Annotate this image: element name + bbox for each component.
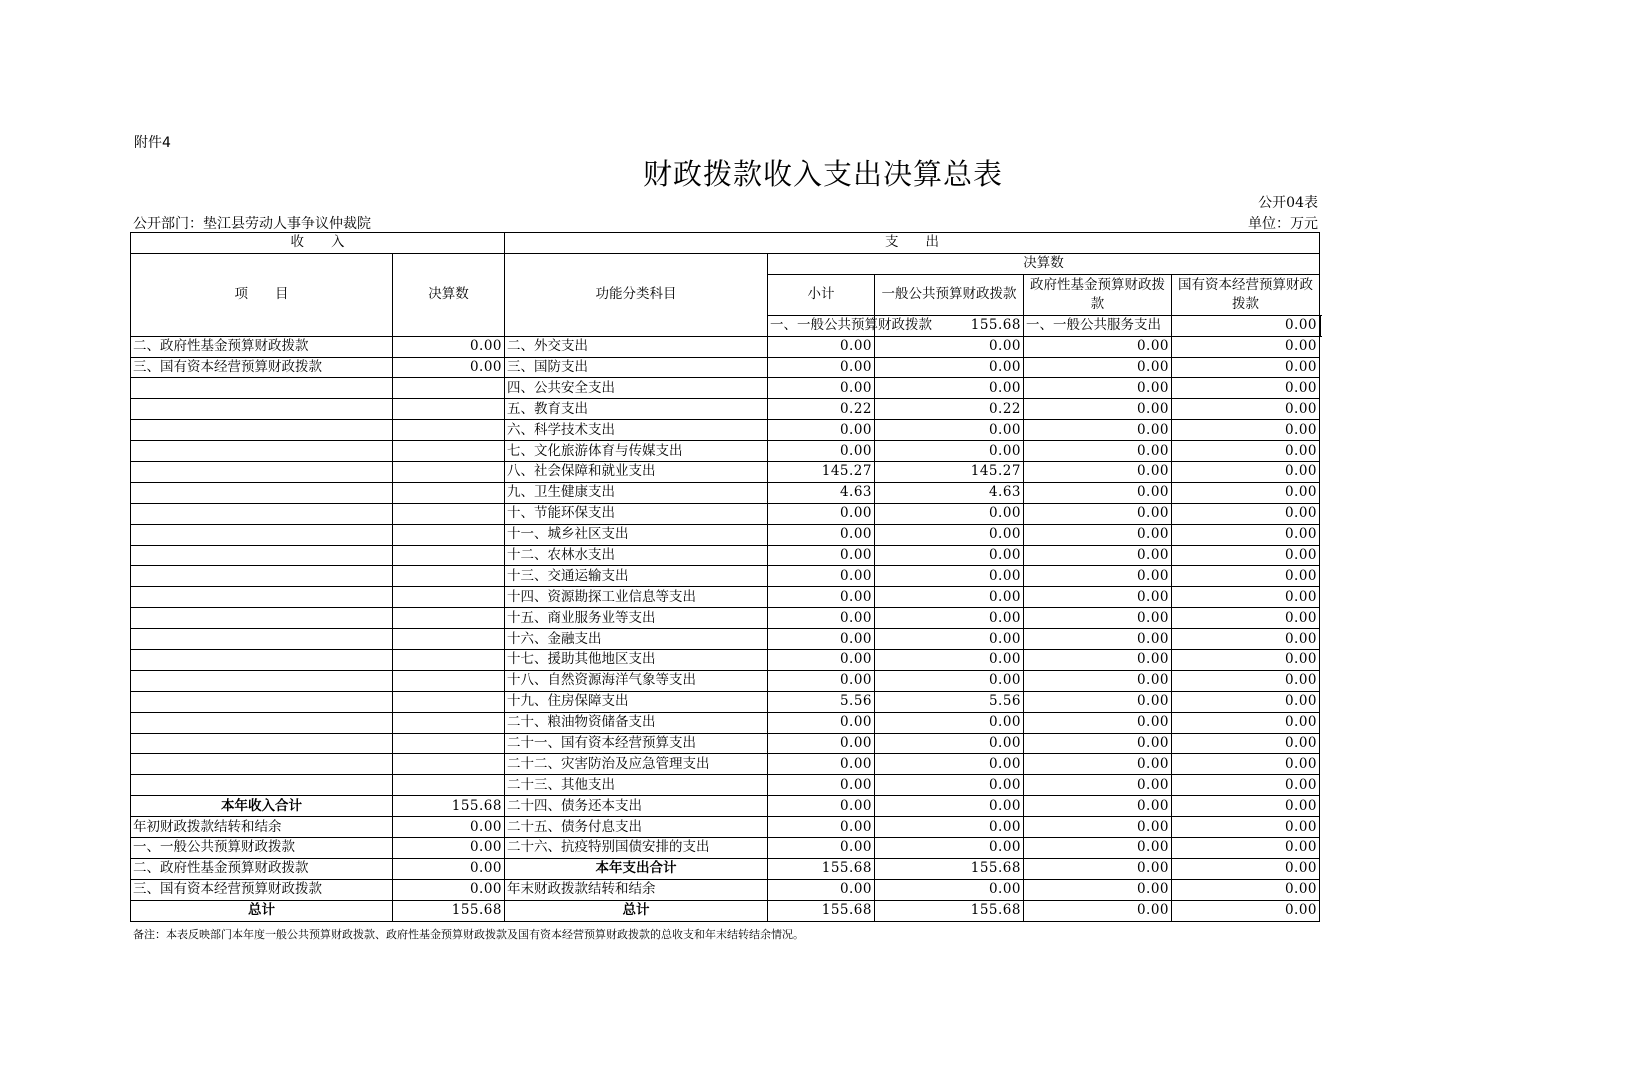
state-capital-cell: 0.00 bbox=[1172, 858, 1320, 879]
table-row bbox=[131, 441, 1321, 462]
table-row bbox=[131, 399, 1321, 420]
income-item-cell bbox=[131, 524, 393, 545]
table-row bbox=[131, 587, 1321, 608]
general-budget-cell: 0.00 bbox=[875, 378, 1024, 399]
expense-item-cell: 二、外交支出 bbox=[505, 336, 768, 357]
state-capital-cell: 0.00 bbox=[1172, 900, 1320, 921]
subtotal-cell: 0.00 bbox=[768, 587, 875, 608]
income-header: 收 入 bbox=[131, 233, 505, 254]
table-row bbox=[131, 838, 1321, 859]
state-capital-header: 国有资本经营预算财政拨款 bbox=[1172, 274, 1320, 315]
expense-item-cell: 年末财政拨款结转和结余 bbox=[505, 879, 768, 900]
table-row bbox=[131, 796, 1321, 817]
income-amount-cell bbox=[393, 545, 505, 566]
expense-item-cell: 八、社会保障和就业支出 bbox=[505, 462, 768, 483]
state-capital-cell: 0.00 bbox=[1172, 670, 1320, 691]
state-capital-cell: 0.00 bbox=[1172, 462, 1320, 483]
table-row bbox=[131, 566, 1321, 587]
gov-fund-cell: 0.00 bbox=[1024, 754, 1172, 775]
item-header: 项 目 bbox=[131, 253, 393, 336]
state-capital-cell: 0.00 bbox=[1172, 336, 1320, 357]
subtotal-cell: 0.00 bbox=[768, 503, 875, 524]
general-budget-cell: 0.00 bbox=[875, 712, 1024, 733]
subtotal-cell: 0.00 bbox=[768, 441, 875, 462]
subtotal-header: 小计 bbox=[768, 274, 875, 315]
subtotal-cell: 0.00 bbox=[768, 796, 875, 817]
footnote: 备注：本表反映部门本年度一般公共预算财政拨款、政府性基金预算财政拨款及国有资本经营预算财政拨款的总收支和年末结转结余情况。 bbox=[133, 928, 804, 941]
subtotal-cell: 0.00 bbox=[768, 879, 875, 900]
table-row bbox=[131, 691, 1321, 712]
subtotal-cell: 0.00 bbox=[768, 566, 875, 587]
income-amount-cell: 155.68 bbox=[393, 796, 505, 817]
expense-item-cell: 一、一般公共服务支出 bbox=[1024, 315, 1172, 336]
expense-item-cell: 本年支出合计 bbox=[505, 858, 768, 879]
state-capital-cell: 0.00 bbox=[1172, 629, 1320, 650]
income-amount-cell bbox=[393, 691, 505, 712]
income-item-cell bbox=[131, 420, 393, 441]
table-row bbox=[131, 524, 1321, 545]
table-row bbox=[131, 629, 1321, 650]
gov-fund-cell: 0.00 bbox=[1024, 650, 1172, 671]
income-amount-cell bbox=[393, 482, 505, 503]
general-budget-cell: 5.56 bbox=[875, 691, 1024, 712]
attachment-label: 附件4 bbox=[134, 135, 171, 151]
subtotal-cell: 0.00 bbox=[768, 733, 875, 754]
income-item-cell: 总计 bbox=[131, 900, 393, 921]
income-item-cell bbox=[131, 733, 393, 754]
income-item-cell bbox=[131, 775, 393, 796]
gov-fund-cell: 0.00 bbox=[1024, 357, 1172, 378]
expense-item-cell: 二十二、灾害防治及应急管理支出 bbox=[505, 754, 768, 775]
income-item-cell: 一、一般公共预算财政拨款 bbox=[131, 838, 393, 859]
expense-item-cell: 十八、自然资源海洋气象等支出 bbox=[505, 670, 768, 691]
table-row bbox=[131, 900, 1321, 921]
income-amount-cell: 0.00 bbox=[393, 357, 505, 378]
table-row bbox=[131, 462, 1321, 483]
income-amount-cell: 0.00 bbox=[393, 838, 505, 859]
subtotal-cell: 0.22 bbox=[768, 399, 875, 420]
gov-fund-cell: 0.00 bbox=[1024, 587, 1172, 608]
gov-fund-cell: 0.00 bbox=[1024, 775, 1172, 796]
subtotal-cell: 0.00 bbox=[768, 817, 875, 838]
income-item-cell bbox=[131, 399, 393, 420]
income-item-cell bbox=[131, 378, 393, 399]
income-item-cell: 三、国有资本经营预算财政拨款 bbox=[131, 357, 393, 378]
subtotal-cell: 0.00 bbox=[768, 357, 875, 378]
table-row bbox=[131, 503, 1321, 524]
gov-fund-cell: 0.00 bbox=[1024, 608, 1172, 629]
table-row bbox=[131, 879, 1321, 900]
income-item-cell: 二、政府性基金预算财政拨款 bbox=[131, 858, 393, 879]
general-budget-cell: 0.00 bbox=[875, 441, 1024, 462]
gov-fund-cell: 0.00 bbox=[1024, 566, 1172, 587]
gov-fund-cell: 0.00 bbox=[1024, 900, 1172, 921]
state-capital-cell: 0.00 bbox=[1172, 587, 1320, 608]
gov-fund-cell: 0.00 bbox=[1024, 817, 1172, 838]
subtotal-cell: 4.63 bbox=[768, 482, 875, 503]
state-capital-cell: 0.00 bbox=[1172, 420, 1320, 441]
income-item-cell bbox=[131, 441, 393, 462]
gov-fund-cell: 0.00 bbox=[1024, 420, 1172, 441]
state-capital-cell: 0.00 bbox=[1172, 838, 1320, 859]
state-capital-cell: 0.00 bbox=[1172, 733, 1320, 754]
income-item-cell bbox=[131, 670, 393, 691]
income-amount-cell bbox=[393, 462, 505, 483]
income-amount-cell: 0.00 bbox=[393, 817, 505, 838]
table-row bbox=[131, 420, 1321, 441]
subtotal-cell: 155.68 bbox=[768, 858, 875, 879]
general-budget-cell: 0.00 bbox=[875, 733, 1024, 754]
gov-fund-cell: 0.00 bbox=[1024, 879, 1172, 900]
gov-fund-cell: 0.00 bbox=[1024, 629, 1172, 650]
subtotal-cell: 0.00 bbox=[768, 524, 875, 545]
expense-item-cell: 二十四、债务还本支出 bbox=[505, 796, 768, 817]
income-amount-cell bbox=[393, 608, 505, 629]
gov-fund-cell: 0.00 bbox=[1024, 503, 1172, 524]
income-amount-cell: 0.00 bbox=[393, 336, 505, 357]
gov-fund-cell: 0.00 bbox=[1024, 524, 1172, 545]
income-item-cell bbox=[131, 566, 393, 587]
table-row bbox=[131, 733, 1321, 754]
gov-fund-cell: 0.00 bbox=[1024, 796, 1172, 817]
state-capital-cell: 0.00 bbox=[1172, 482, 1320, 503]
general-budget-cell: 0.00 bbox=[875, 796, 1024, 817]
state-capital-cell: 0.00 bbox=[1172, 775, 1320, 796]
income-amount-cell bbox=[393, 378, 505, 399]
general-budget-cell: 4.63 bbox=[875, 482, 1024, 503]
income-item-cell bbox=[131, 712, 393, 733]
general-budget-cell: 0.22 bbox=[875, 399, 1024, 420]
gov-fund-cell: 0.00 bbox=[1024, 691, 1172, 712]
expense-item-cell: 十二、农林水支出 bbox=[505, 545, 768, 566]
expense-item-cell: 十六、金融支出 bbox=[505, 629, 768, 650]
expense-item-cell: 十五、商业服务业等支出 bbox=[505, 608, 768, 629]
table-row bbox=[131, 775, 1321, 796]
subtotal-cell: 5.56 bbox=[768, 691, 875, 712]
income-item-cell bbox=[131, 545, 393, 566]
subtotal-cell: 0.00 bbox=[768, 838, 875, 859]
form-code: 公开04表 bbox=[1258, 195, 1318, 211]
gov-fund-cell: 0.00 bbox=[1024, 733, 1172, 754]
general-budget-cell: 0.00 bbox=[875, 608, 1024, 629]
table-row bbox=[131, 608, 1321, 629]
subtotal-cell: 0.00 bbox=[768, 336, 875, 357]
state-capital-cell: 0.00 bbox=[1172, 650, 1320, 671]
state-capital-cell: 0.00 bbox=[1172, 357, 1320, 378]
expense-item-cell: 总计 bbox=[505, 900, 768, 921]
income-amount-cell bbox=[393, 650, 505, 671]
general-budget-cell: 145.27 bbox=[875, 462, 1024, 483]
expense-item-cell: 四、公共安全支出 bbox=[505, 378, 768, 399]
table-row bbox=[131, 712, 1321, 733]
general-budget-header: 一般公共预算财政拨款 bbox=[875, 274, 1024, 315]
table-row bbox=[131, 482, 1321, 503]
income-item-cell bbox=[131, 629, 393, 650]
general-budget-cell: 0.00 bbox=[875, 838, 1024, 859]
income-item-cell bbox=[131, 503, 393, 524]
expense-item-cell: 九、卫生健康支出 bbox=[505, 482, 768, 503]
income-amount-cell bbox=[393, 712, 505, 733]
gov-fund-cell: 0.00 bbox=[1024, 545, 1172, 566]
income-amount-cell bbox=[393, 420, 505, 441]
general-budget-cell: 0.00 bbox=[875, 357, 1024, 378]
expense-item-cell: 七、文化旅游体育与传媒支出 bbox=[505, 441, 768, 462]
state-capital-cell: 0.00 bbox=[1172, 796, 1320, 817]
table-row bbox=[131, 650, 1321, 671]
general-budget-cell: 0.00 bbox=[875, 629, 1024, 650]
gov-fund-cell: 0.00 bbox=[1024, 858, 1172, 879]
department-label: 公开部门：垫江县劳动人事争议仲裁院 bbox=[133, 216, 371, 232]
income-amount-cell bbox=[393, 754, 505, 775]
general-budget-cell: 0.00 bbox=[875, 817, 1024, 838]
table-row bbox=[131, 378, 1321, 399]
income-amount-cell: 155.68 bbox=[393, 900, 505, 921]
gov-fund-header: 政府性基金预算财政拨款 bbox=[1024, 274, 1172, 315]
income-amount-cell bbox=[393, 629, 505, 650]
state-capital-cell: 0.00 bbox=[1172, 712, 1320, 733]
subtotal-cell: 0.00 bbox=[768, 629, 875, 650]
table-row bbox=[131, 754, 1321, 775]
gov-fund-cell: 0.00 bbox=[1024, 399, 1172, 420]
table-row bbox=[131, 670, 1321, 691]
income-item-cell bbox=[131, 754, 393, 775]
income-amount-cell bbox=[393, 733, 505, 754]
income-amount-cell bbox=[393, 524, 505, 545]
expense-header: 支 出 bbox=[505, 233, 1320, 254]
expense-item-cell: 二十三、其他支出 bbox=[505, 775, 768, 796]
table-row bbox=[131, 357, 1321, 378]
state-capital-cell: 0.00 bbox=[1172, 399, 1320, 420]
state-capital-cell: 0.00 bbox=[1172, 503, 1320, 524]
income-item-cell bbox=[131, 462, 393, 483]
general-budget-cell: 0.00 bbox=[875, 420, 1024, 441]
income-amount-cell bbox=[393, 399, 505, 420]
subtotal-cell: 0.00 bbox=[768, 775, 875, 796]
state-capital-cell: 0.00 bbox=[1172, 879, 1320, 900]
income-item-cell: 年初财政拨款结转和结余 bbox=[131, 817, 393, 838]
general-budget-cell: 0.00 bbox=[875, 587, 1024, 608]
expense-item-cell: 二十六、抗疫特别国债安排的支出 bbox=[505, 838, 768, 859]
expense-item-cell: 十九、住房保障支出 bbox=[505, 691, 768, 712]
income-amount-cell: 0.00 bbox=[393, 879, 505, 900]
general-budget-cell: 0.00 bbox=[875, 545, 1024, 566]
general-budget-cell: 0.00 bbox=[875, 650, 1024, 671]
subtotal-cell: 0.00 bbox=[768, 420, 875, 441]
state-capital-cell: 0.00 bbox=[1172, 524, 1320, 545]
subtotal-cell: 0.00 bbox=[768, 650, 875, 671]
income-item-cell bbox=[131, 608, 393, 629]
general-budget-cell: 0.00 bbox=[875, 336, 1024, 357]
subtotal-cell: 155.68 bbox=[768, 900, 875, 921]
table-row bbox=[131, 545, 1321, 566]
income-amount-cell bbox=[393, 566, 505, 587]
expense-item-cell: 六、科学技术支出 bbox=[505, 420, 768, 441]
income-amount-cell: 0.00 bbox=[393, 858, 505, 879]
page-title: 财政拨款收入支出决算总表 bbox=[642, 157, 1003, 191]
state-capital-cell: 0.00 bbox=[1172, 378, 1320, 399]
table-row bbox=[131, 858, 1321, 879]
state-capital-cell: 0.00 bbox=[1172, 754, 1320, 775]
income-item-cell: 一、一般公共预算财政拨款 bbox=[768, 315, 875, 336]
expense-item-cell: 十、节能环保支出 bbox=[505, 503, 768, 524]
table-row bbox=[131, 817, 1321, 838]
income-item-cell bbox=[131, 587, 393, 608]
income-item-cell: 本年收入合计 bbox=[131, 796, 393, 817]
subtotal-cell: 0.00 bbox=[768, 378, 875, 399]
income-amount-cell bbox=[393, 775, 505, 796]
final-amount-header: 决算数 bbox=[768, 253, 1320, 274]
header-row-1 bbox=[131, 233, 1321, 254]
state-capital-cell: 0.00 bbox=[1172, 566, 1320, 587]
expense-item-cell: 五、教育支出 bbox=[505, 399, 768, 420]
budget-table bbox=[130, 232, 1321, 922]
income-amount-cell bbox=[393, 670, 505, 691]
state-capital-cell: 0.00 bbox=[1172, 817, 1320, 838]
general-budget-cell: 0.00 bbox=[875, 670, 1024, 691]
gov-fund-cell: 0.00 bbox=[1024, 482, 1172, 503]
state-capital-cell: 0.00 bbox=[1172, 545, 1320, 566]
gov-fund-cell: 0.00 bbox=[1024, 378, 1172, 399]
general-budget-cell: 0.00 bbox=[875, 524, 1024, 545]
expense-item-cell: 二十、粮油物资储备支出 bbox=[505, 712, 768, 733]
income-item-cell: 二、政府性基金预算财政拨款 bbox=[131, 336, 393, 357]
gov-fund-cell: 0.00 bbox=[1024, 462, 1172, 483]
general-budget-cell: 0.00 bbox=[875, 775, 1024, 796]
subtotal-cell: 145.27 bbox=[768, 462, 875, 483]
gov-fund-cell: 0.00 bbox=[1024, 441, 1172, 462]
gov-fund-cell: 0.00 bbox=[1024, 712, 1172, 733]
general-budget-cell: 0.00 bbox=[875, 503, 1024, 524]
gov-fund-cell: 0.00 bbox=[1024, 838, 1172, 859]
func-class-header: 功能分类科目 bbox=[505, 253, 768, 336]
expense-item-cell: 十七、援助其他地区支出 bbox=[505, 650, 768, 671]
subtotal-cell: 0.00 bbox=[768, 670, 875, 691]
income-item-cell bbox=[131, 482, 393, 503]
general-budget-cell: 0.00 bbox=[875, 566, 1024, 587]
expense-item-cell: 二十一、国有资本经营预算支出 bbox=[505, 733, 768, 754]
unit-label: 单位：万元 bbox=[1248, 216, 1318, 232]
income-amount-cell: 155.68 bbox=[875, 315, 1024, 336]
general-budget-cell: 155.68 bbox=[875, 858, 1024, 879]
state-capital-cell: 0.00 bbox=[1172, 691, 1320, 712]
income-item-cell bbox=[131, 691, 393, 712]
amount-header: 决算数 bbox=[393, 253, 505, 336]
income-amount-cell bbox=[393, 503, 505, 524]
table-row bbox=[131, 336, 1321, 357]
expense-item-cell: 十四、资源勘探工业信息等支出 bbox=[505, 587, 768, 608]
expense-item-cell: 三、国防支出 bbox=[505, 357, 768, 378]
income-amount-cell bbox=[393, 441, 505, 462]
general-budget-cell: 0.00 bbox=[875, 754, 1024, 775]
state-capital-cell: 0.00 bbox=[1172, 608, 1320, 629]
expense-item-cell: 十三、交通运输支出 bbox=[505, 566, 768, 587]
gov-fund-cell: 0.00 bbox=[1024, 336, 1172, 357]
subtotal-cell: 0.00 bbox=[768, 754, 875, 775]
general-budget-cell: 155.68 bbox=[875, 900, 1024, 921]
income-amount-cell bbox=[393, 587, 505, 608]
expense-item-cell: 二十五、债务付息支出 bbox=[505, 817, 768, 838]
header-row-2 bbox=[131, 253, 1321, 274]
subtotal-cell: 0.00 bbox=[768, 545, 875, 566]
state-capital-cell: 0.00 bbox=[1172, 441, 1320, 462]
subtotal-cell: 0.00 bbox=[768, 608, 875, 629]
subtotal-cell: 0.00 bbox=[1172, 315, 1320, 336]
expense-item-cell: 十一、城乡社区支出 bbox=[505, 524, 768, 545]
income-item-cell bbox=[131, 650, 393, 671]
subtotal-cell: 0.00 bbox=[768, 712, 875, 733]
income-item-cell: 三、国有资本经营预算财政拨款 bbox=[131, 879, 393, 900]
gov-fund-cell: 0.00 bbox=[1024, 670, 1172, 691]
general-budget-cell: 0.00 bbox=[875, 879, 1024, 900]
